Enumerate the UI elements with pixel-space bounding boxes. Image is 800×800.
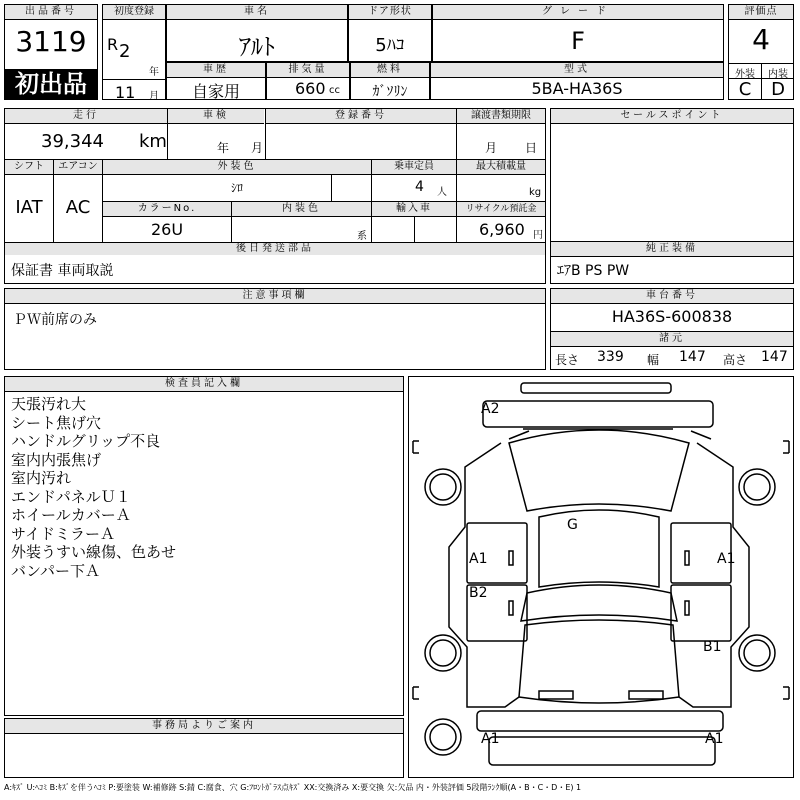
exterior-color-label: 外装色 xyxy=(103,160,371,175)
interior-score: D xyxy=(771,79,785,100)
inspector-note-line: 室内汚れ xyxy=(11,469,72,487)
damage-legend: A:ｷｽﾞ U:ﾍｺﾐ B:ｷｽﾞを伴うﾍｺﾐ P:要塗装 W:補修跡 S:錆 C:腐食、穴 G:ﾌﾛﾝﾄｶﾞﾗｽ点ｷｽﾞ XX:交換済み X:要交換 欠:欠品 内・外装評価 5段階ﾗﾝｸ順(A・B・C・D・E) 1 xyxy=(4,783,582,792)
office-label: 事務局よりご案内 xyxy=(5,719,403,734)
first-registration-label: 初度登録 xyxy=(103,5,165,20)
color-no: 26U xyxy=(150,220,184,239)
lot-number-label: 出品番号 xyxy=(5,5,97,20)
transfer-day-unit: 日 xyxy=(525,141,538,155)
genuine-equipment-label: 純正装備 xyxy=(551,242,793,257)
office-box xyxy=(4,718,404,778)
inspector-note-line: 外装うすい線傷、色あせ xyxy=(11,543,177,561)
sales-points-box xyxy=(550,108,794,242)
inspection-year-unit: 年 xyxy=(217,141,230,155)
inspector-note-line: ハンドルグリップ不良 xyxy=(11,432,161,450)
mileage-label: 走行 xyxy=(5,109,167,124)
genuine-equipment-box xyxy=(550,242,794,284)
import-label: 輸入車 xyxy=(372,202,456,217)
notes-label: 注意事項欄 xyxy=(5,289,545,304)
era: R xyxy=(107,35,119,54)
mileage-unit: km xyxy=(139,131,167,152)
inspector-note-line: 室内内張焦げ xyxy=(11,450,102,469)
car-name-label: 車名 xyxy=(167,5,347,20)
width: 147 xyxy=(679,349,706,365)
max-load-unit: kg xyxy=(529,187,542,198)
inspector-note-line: サイドミラーＡ xyxy=(11,524,115,543)
score-label: 評価点 xyxy=(729,5,793,20)
chassis-box xyxy=(550,288,794,370)
mark-windshield: G xyxy=(567,517,578,533)
capacity-label: 乗車定員 xyxy=(372,160,456,175)
height-label: 高さ xyxy=(723,353,748,367)
sales-points-label: セールスポイント xyxy=(551,109,793,124)
inspector-note-line: 天張汚れ大 xyxy=(11,395,87,413)
genuine-equipment: ｴｱB PS PW xyxy=(557,263,630,279)
car-damage-diagram xyxy=(408,376,794,778)
inspection-month-unit: 月 xyxy=(251,141,264,155)
car-name-box xyxy=(166,4,348,62)
mileage: 39,344 xyxy=(41,131,104,152)
inspector-note-line: バンパー下Ａ xyxy=(11,561,100,580)
score: 4 xyxy=(752,23,770,56)
color-no-label: カラーNo. xyxy=(103,202,231,217)
recycle-unit: 円 xyxy=(533,230,543,241)
later-parts: 保証書 車両取説 xyxy=(11,263,114,279)
door-label: ドア形状 xyxy=(349,5,431,20)
score-box xyxy=(728,4,794,100)
shift-label: シフト xyxy=(5,160,53,175)
inspector-note-line: シート焦げ穴 xyxy=(11,413,102,432)
mark-front-bumper: A2 xyxy=(481,401,500,417)
interior-color-label: 内装色 xyxy=(232,202,371,217)
transfer-month-unit: 月 xyxy=(485,141,498,155)
aircon: AC xyxy=(65,197,91,218)
chassis-label: 車台番号 xyxy=(551,289,793,304)
displacement-label: 排気量 xyxy=(267,63,349,78)
inspection-label: 車検 xyxy=(168,109,264,124)
capacity: 4 xyxy=(415,179,424,195)
notes: ＰＷ前席のみ xyxy=(13,312,97,328)
car-outline xyxy=(409,377,793,777)
length: 339 xyxy=(597,349,624,365)
lot-number: 3119 xyxy=(15,25,87,58)
model-box xyxy=(430,62,724,100)
history: 自家用 xyxy=(191,82,240,101)
notes-box xyxy=(4,288,546,370)
reg-month: 11 xyxy=(115,83,136,102)
reg-year: 2 xyxy=(119,41,131,62)
model-label: 型式 xyxy=(431,63,723,78)
exterior-score-label: 外装 xyxy=(735,69,755,80)
shift: IAT xyxy=(15,197,43,218)
max-load-label: 最大積載量 xyxy=(457,160,545,175)
grade-box xyxy=(432,4,724,62)
mark-right-front-door: A1 xyxy=(717,551,736,567)
interior-color-unit: 系 xyxy=(357,231,367,242)
mark-rear-right: A1 xyxy=(705,731,724,747)
chassis-number: HA36S-600838 xyxy=(611,307,733,326)
inspector-note-line: ホイールカバーＡ xyxy=(11,506,131,524)
fuel-label: 燃料 xyxy=(351,63,429,78)
displacement-unit: cc xyxy=(329,85,340,96)
later-parts-value-box xyxy=(4,254,546,284)
door-type: 5ﾊｺ xyxy=(375,35,405,56)
model: 5BA-HA36S xyxy=(531,79,623,98)
mark-left-front-door: A1 xyxy=(469,551,488,567)
later-parts-label: 後日発送部品 xyxy=(5,243,545,255)
lot-number-box xyxy=(4,4,98,100)
exterior-color: ｼﾛ xyxy=(230,181,243,195)
vehicle-info-box xyxy=(4,108,546,254)
reg-number-label: 登録番号 xyxy=(266,109,456,124)
fuel: ｶﾞｿﾘﾝ xyxy=(372,84,408,100)
fuel-box xyxy=(350,62,430,100)
capacity-unit: 人 xyxy=(437,187,447,198)
mark-right-rear-door: B1 xyxy=(703,639,722,655)
width-label: 幅 xyxy=(647,353,660,367)
displacement-box xyxy=(266,62,350,100)
mark-left-rear-door: B2 xyxy=(469,585,488,601)
history-label: 車歴 xyxy=(167,63,265,78)
car-name: ｱﾙﾄ xyxy=(239,33,275,61)
aircon-label: エアコン xyxy=(54,160,102,175)
height: 147 xyxy=(761,349,788,365)
interior-score-label: 内装 xyxy=(768,69,788,80)
displacement: 660 xyxy=(295,79,326,98)
history-box xyxy=(166,62,266,100)
grade: F xyxy=(571,27,585,55)
inspector-label: 検査員記入欄 xyxy=(5,377,403,392)
recycle-label: リサイクル預託金 xyxy=(457,202,545,217)
transfer-label: 譲渡書類期限 xyxy=(457,109,545,124)
exterior-score: C xyxy=(738,79,752,100)
dimensions-label: 諸元 xyxy=(551,332,793,347)
mark-rear-left: A1 xyxy=(481,731,500,747)
first-registration-box xyxy=(102,4,166,100)
door-box xyxy=(348,4,432,62)
grade-label: グレード xyxy=(433,5,723,20)
length-label: 長さ xyxy=(555,353,580,367)
reg-year-unit: 年 xyxy=(149,67,159,78)
recycle-fee: 6,960 xyxy=(479,220,525,239)
first-listing-badge: 初出品 xyxy=(5,69,97,99)
inspector-box xyxy=(4,376,404,716)
inspector-notes xyxy=(11,395,176,580)
reg-month-unit: 月 xyxy=(149,91,159,102)
inspector-note-line: エンドパネルＵ１ xyxy=(11,487,131,506)
